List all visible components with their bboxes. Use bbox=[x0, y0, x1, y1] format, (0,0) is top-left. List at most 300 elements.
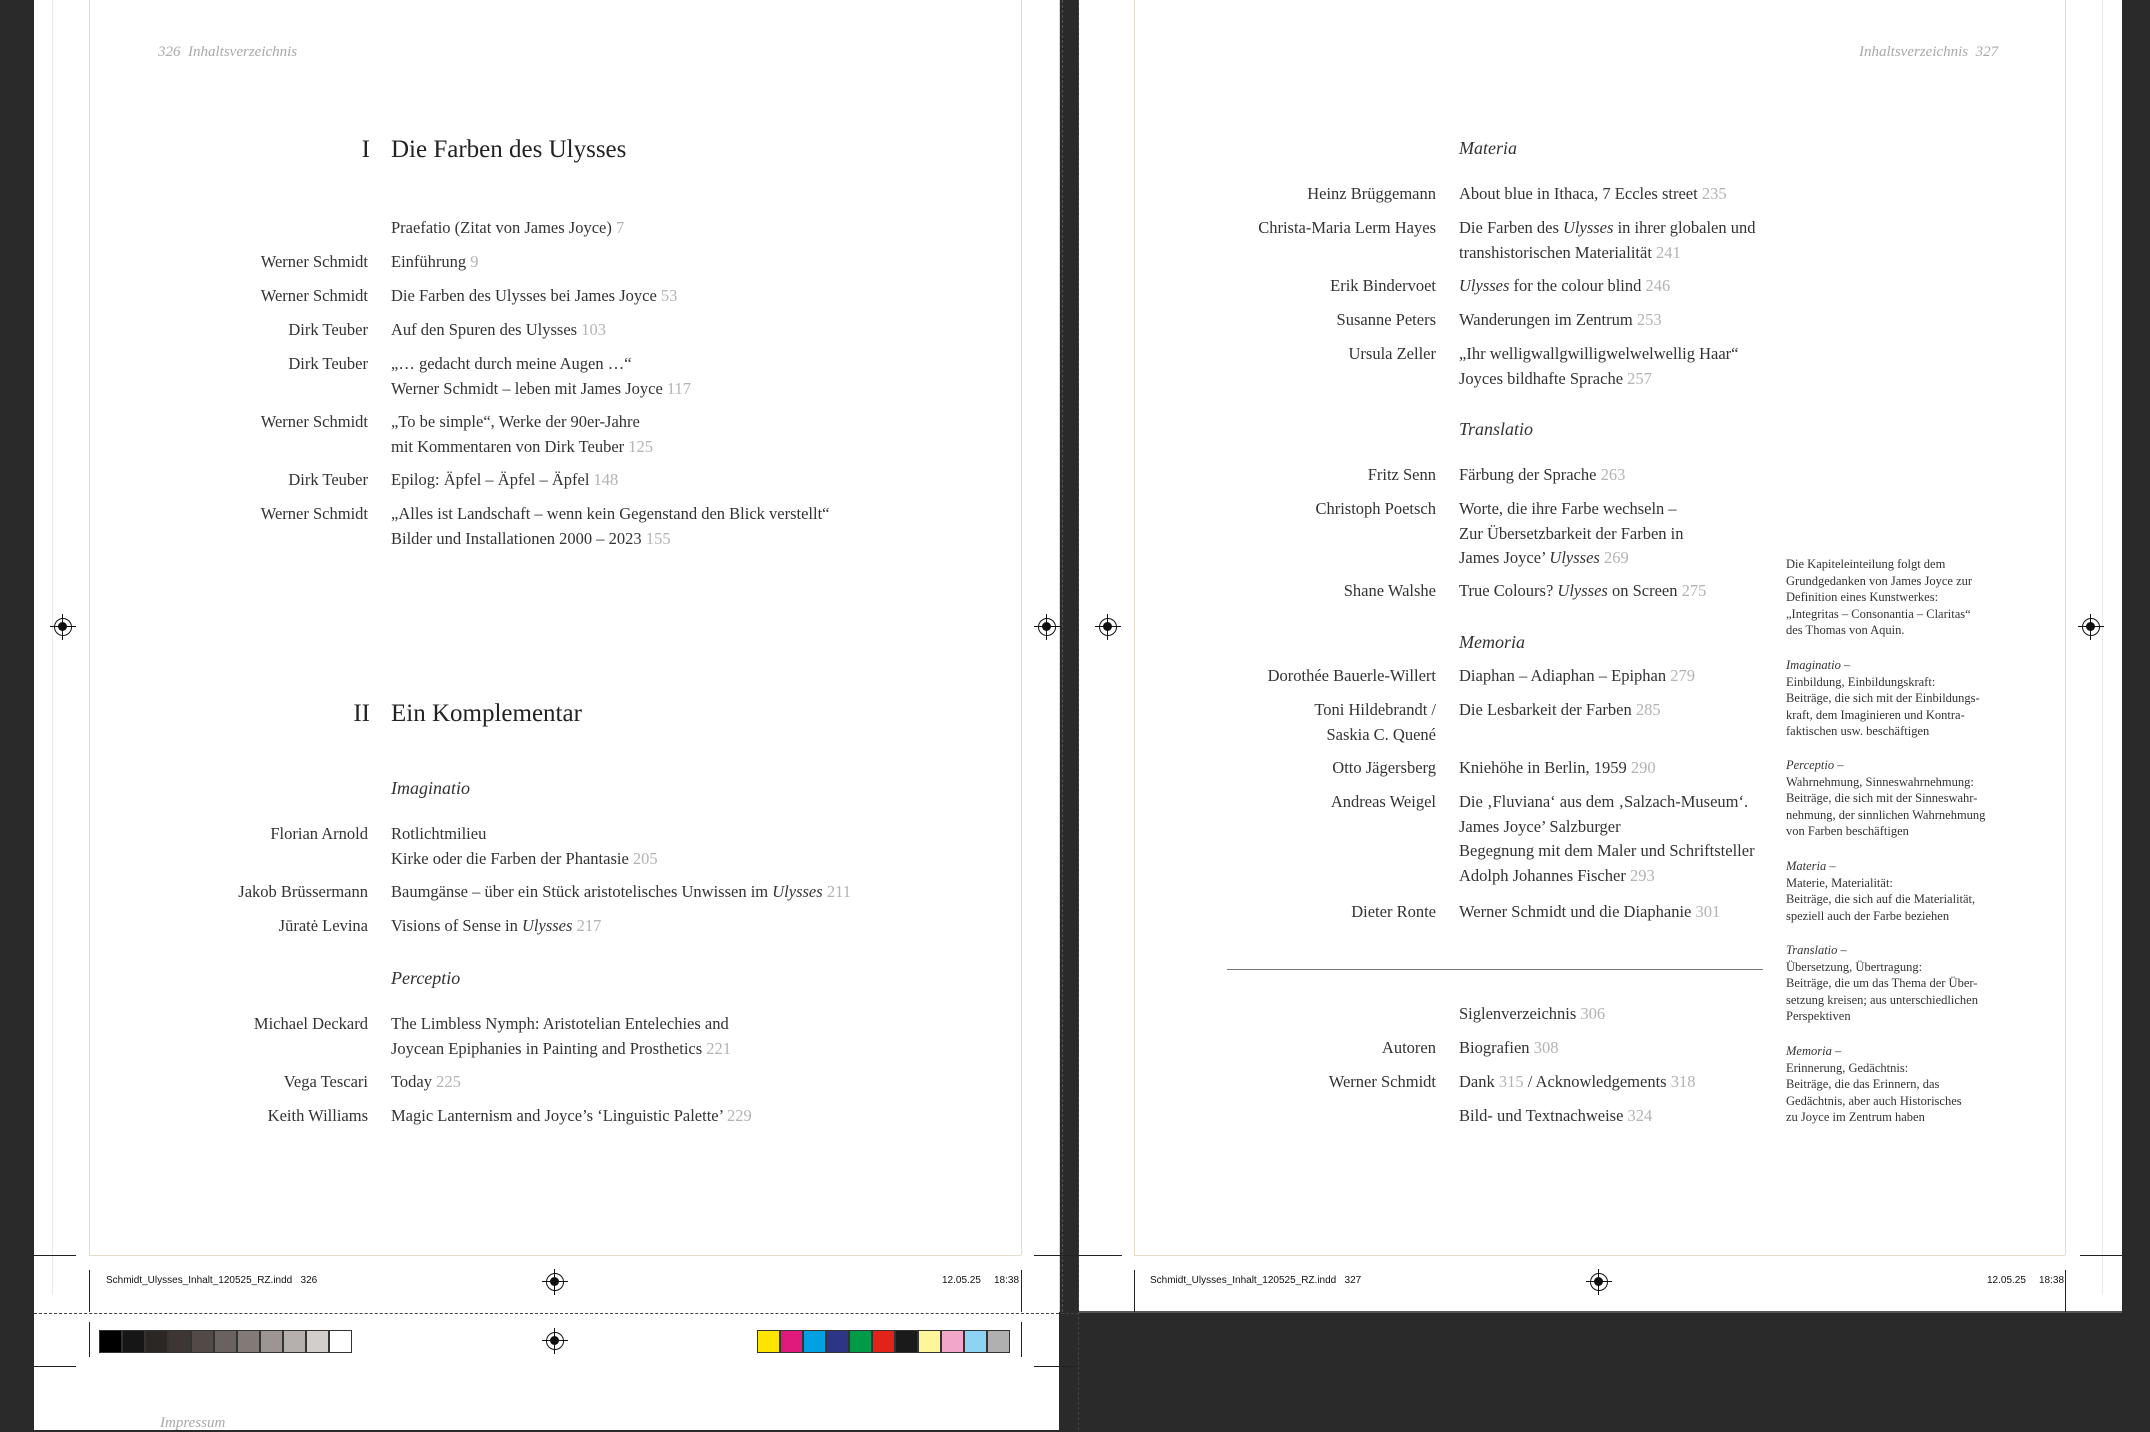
color-swatch bbox=[964, 1330, 987, 1353]
page-ref: 315 bbox=[1498, 1072, 1524, 1091]
sidenote bbox=[1786, 657, 2016, 740]
crop-mark bbox=[1134, 1270, 1135, 1312]
title-text: Praefatio (Zitat von James Joyce) bbox=[391, 218, 612, 237]
author-name: Florian Arnold bbox=[270, 824, 368, 843]
part-title: Die Farben des Ulysses bbox=[391, 136, 627, 163]
toc-title-line bbox=[1459, 497, 1684, 522]
right-margin-guide bbox=[1134, 0, 1135, 1255]
toc-title bbox=[391, 822, 658, 871]
title-text: True Colours? bbox=[1459, 581, 1558, 600]
page-ref: 117 bbox=[666, 378, 692, 398]
sidenote-line: Beiträge, die das Erinnern, das bbox=[1786, 1077, 1940, 1091]
author-name: Christoph Poetsch bbox=[1315, 499, 1436, 518]
appendix-divider bbox=[1227, 969, 1763, 970]
page-ref: 290 bbox=[1630, 758, 1656, 777]
toc-title-line bbox=[391, 352, 691, 377]
toc-author bbox=[160, 914, 368, 939]
spine-dashed-line bbox=[1078, 0, 1079, 1430]
toc-title bbox=[391, 880, 851, 905]
page-ref: 235 bbox=[1701, 184, 1727, 203]
author-name: Christa-Maria Lerm Hayes bbox=[1258, 218, 1436, 237]
right-page-bottom-border bbox=[1079, 1311, 2122, 1313]
page-ref: 205 bbox=[632, 848, 658, 868]
page-ref: 263 bbox=[1600, 465, 1626, 484]
toc-title-line bbox=[391, 284, 677, 309]
group-label: Translatio bbox=[1459, 419, 1534, 439]
toc-author bbox=[1190, 1036, 1436, 1061]
title-text: „Alles ist Landschaft – wenn kein Gegenstand den Blick verstellt“ bbox=[391, 504, 830, 523]
toc-title bbox=[1459, 1036, 1558, 1061]
sidenote-line: Beiträge, die sich auf die Materialität, bbox=[1786, 892, 1976, 906]
sidenote-line: Gedächtnis, aber auch Historisches bbox=[1786, 1093, 1962, 1108]
sidenote bbox=[1786, 942, 2016, 1025]
author-name: Werner Schmidt bbox=[260, 286, 368, 305]
toc-title bbox=[1459, 1104, 1652, 1129]
sidenote-line: Erinnerung, Gedächtnis: bbox=[1786, 1060, 1909, 1075]
sidenote-line: Materie, Materialität: bbox=[1786, 875, 1893, 890]
title-text: on Screen bbox=[1607, 581, 1678, 600]
page-ref: 9 bbox=[470, 252, 479, 271]
page-ref: 293 bbox=[1629, 865, 1655, 885]
color-swatch bbox=[895, 1330, 918, 1353]
grey-swatch bbox=[168, 1330, 191, 1353]
toc-title-line bbox=[391, 410, 653, 435]
group-label: Imaginatio bbox=[391, 778, 470, 798]
toc-title bbox=[391, 410, 653, 459]
running-header-section: Inhaltsverzeichnis bbox=[188, 44, 298, 60]
author-name: Autoren bbox=[1381, 1038, 1436, 1057]
toc-title bbox=[391, 1012, 731, 1061]
registration-mark-icon bbox=[546, 1332, 564, 1350]
grey-swatch bbox=[145, 1330, 168, 1353]
author-name: Ursula Zeller bbox=[1348, 344, 1436, 363]
title-text: for the colour blind bbox=[1509, 276, 1642, 295]
group-label: Memoria bbox=[1459, 632, 1525, 652]
sidenote-line: Übersetzung, Übertragung: bbox=[1786, 959, 1923, 974]
crop-mark bbox=[1034, 1255, 1122, 1256]
page-ref: 324 bbox=[1627, 1106, 1653, 1125]
toc-author bbox=[160, 410, 368, 435]
toc-author bbox=[160, 502, 368, 527]
title-text: Joyces bildhafte Sprache bbox=[1459, 368, 1624, 388]
grey-swatch bbox=[237, 1330, 260, 1353]
color-swatch bbox=[757, 1330, 780, 1353]
sidenote-line: Definition eines Kunstwerkes: bbox=[1786, 590, 1939, 604]
sidenote-heading: Perceptio – bbox=[1786, 758, 1844, 772]
author-line bbox=[1190, 182, 1436, 207]
crop-mark bbox=[2065, 1270, 2066, 1312]
toc-author bbox=[1190, 463, 1436, 488]
title-text: „Ihr welligwallgwilligwelwelwellig Haar“ bbox=[1459, 344, 1739, 363]
sidenote-line: von Farben beschäftigen bbox=[1786, 824, 1909, 838]
toc-author bbox=[1190, 308, 1436, 333]
sidenote-line: kraft, dem Imaginieren und Kontra- bbox=[1786, 707, 1965, 722]
toc-title-line bbox=[1459, 579, 1706, 604]
left-margin-guide-right bbox=[1021, 0, 1022, 1255]
page-ref: 217 bbox=[576, 916, 602, 935]
page-number: 326 bbox=[158, 44, 181, 60]
toc-title-line bbox=[1459, 274, 1670, 299]
toc-title-line bbox=[391, 1104, 752, 1129]
grey-swatch bbox=[260, 1330, 283, 1353]
registration-mark-icon bbox=[2082, 618, 2100, 636]
author-name: Andreas Weigel bbox=[1330, 792, 1436, 811]
toc-title-line bbox=[391, 216, 624, 241]
running-header-section: Inhaltsverzeichnis bbox=[1859, 44, 1969, 60]
toc-title-line bbox=[1459, 522, 1684, 547]
author-line bbox=[1190, 497, 1436, 522]
title-text: The Limbless Nymph: Aristotelian Entelechies and bbox=[391, 1014, 729, 1033]
title-text: Adolph Johannes Fischer bbox=[1459, 865, 1626, 885]
title-text: Kniehöhe in Berlin, 1959 bbox=[1459, 758, 1627, 777]
page-ref: 148 bbox=[593, 470, 619, 489]
author-name: Fritz Senn bbox=[1367, 465, 1436, 484]
toc-title bbox=[1459, 1002, 1605, 1027]
title-text: Werner Schmidt – leben mit James Joyce bbox=[391, 378, 663, 398]
left-bottom-guide bbox=[89, 1255, 1021, 1256]
sidenote-line: Perspektiven bbox=[1786, 1009, 1851, 1023]
author-line bbox=[1190, 664, 1436, 689]
toc-title bbox=[1459, 756, 1656, 781]
part-numeral: II bbox=[353, 700, 370, 727]
title-text: Magic Lanternism and Joyce’s ‘Linguistic Palette’ bbox=[391, 1106, 723, 1125]
author-name: Dorothée Bauerle-Willert bbox=[1267, 666, 1436, 685]
right-bottom-guide bbox=[1134, 1255, 2065, 1256]
toc-title-line bbox=[1459, 342, 1739, 367]
grey-swatch bbox=[306, 1330, 329, 1353]
author-name: Werner Schmidt bbox=[260, 504, 368, 523]
toc-title-line bbox=[1459, 698, 1661, 723]
author-line bbox=[1190, 463, 1436, 488]
page-ref: 257 bbox=[1627, 368, 1652, 388]
right-margin-guide-right bbox=[2065, 0, 2066, 1255]
toc-title bbox=[1459, 579, 1706, 604]
toc-title bbox=[391, 216, 624, 241]
group-label: Materia bbox=[1459, 138, 1517, 158]
toc-title bbox=[1459, 664, 1695, 689]
toc-author bbox=[1190, 182, 1436, 207]
toc-title-line bbox=[391, 1037, 731, 1062]
grey-swatch bbox=[214, 1330, 237, 1353]
toc-title-line bbox=[1459, 241, 1755, 266]
title-italic: Ulysses bbox=[1549, 548, 1600, 567]
page-ref: 221 bbox=[706, 1038, 732, 1058]
author-line bbox=[1190, 216, 1436, 241]
toc-title-line bbox=[1459, 815, 1755, 840]
author-name: Werner Schmidt bbox=[260, 252, 368, 271]
toc-author bbox=[160, 352, 368, 377]
sidenote-heading: Translatio – bbox=[1786, 943, 1847, 957]
toc-title bbox=[391, 284, 677, 309]
toc-title bbox=[1459, 274, 1670, 299]
sidenote-line: des Thomas von Aquin. bbox=[1786, 623, 1905, 637]
group-label: Perceptio bbox=[391, 968, 461, 988]
grey-swatch bbox=[283, 1330, 306, 1353]
title-text: Färbung der Sprache bbox=[1459, 465, 1597, 484]
toc-author bbox=[1190, 790, 1436, 815]
title-text: Die ‚Fluviana‘ aus dem ‚Salzach-Museum‘. bbox=[1459, 792, 1749, 811]
toc-author bbox=[1190, 900, 1436, 925]
page-ref: 53 bbox=[660, 286, 678, 305]
sidenote-line: Wahrnehmung, Sinneswahrnehmung: bbox=[1786, 774, 1974, 789]
toc-title-line bbox=[391, 318, 606, 343]
title-text: James Joyce’ bbox=[1459, 548, 1550, 567]
slug-time: 18:38 bbox=[2039, 1275, 2065, 1286]
toc-title-line bbox=[1459, 367, 1739, 392]
toc-title-line bbox=[1459, 864, 1755, 889]
title-italic: Ulysses bbox=[1459, 276, 1510, 295]
author-line bbox=[1190, 308, 1436, 333]
author-name: Dirk Teuber bbox=[288, 470, 368, 489]
author-line bbox=[1190, 790, 1436, 815]
toc-author bbox=[160, 880, 368, 905]
sidenote-line: speziell auch der Farbe beziehen bbox=[1786, 908, 1950, 923]
page-ref: 285 bbox=[1635, 700, 1661, 719]
page-ref: 253 bbox=[1636, 310, 1662, 329]
grey-swatch bbox=[329, 1330, 352, 1353]
title-italic: Ulysses bbox=[1563, 218, 1614, 237]
toc-title-line bbox=[1459, 546, 1684, 571]
toc-title-line bbox=[1459, 216, 1755, 241]
title-text: / Acknowledgements bbox=[1527, 1072, 1667, 1091]
slug-filename: Schmidt_Ulysses_Inhalt_120525_RZ.indd 326 bbox=[106, 1275, 318, 1286]
author-name: Michael Deckard bbox=[253, 1014, 368, 1033]
title-text: Wanderungen im Zentrum bbox=[1459, 310, 1633, 329]
color-swatch bbox=[872, 1330, 895, 1353]
title-text: Auf den Spuren des Ulysses bbox=[391, 320, 578, 339]
toc-title bbox=[1459, 463, 1625, 488]
toc-author bbox=[160, 822, 368, 847]
toc-title bbox=[391, 318, 606, 343]
toc-title bbox=[1459, 342, 1739, 391]
slug-date: 12.05.25 bbox=[942, 1275, 981, 1286]
title-text: Biografien bbox=[1459, 1038, 1530, 1057]
title-text: transhistorischen Materialität bbox=[1459, 242, 1652, 262]
toc-author bbox=[160, 1104, 368, 1129]
title-text: „To be simple“, Werke der 90er-Jahre bbox=[391, 412, 640, 431]
author-name: Werner Schmidt bbox=[260, 412, 368, 431]
title-text: Dank bbox=[1459, 1072, 1495, 1091]
toc-title bbox=[1459, 308, 1662, 333]
grey-swatch bbox=[191, 1330, 214, 1353]
toc-title bbox=[1459, 1070, 1695, 1095]
title-text: Baumgänse – über ein Stück aristotelisches Unwissen im bbox=[391, 882, 769, 901]
right-running-header bbox=[1859, 44, 1998, 61]
toc-title bbox=[1459, 497, 1684, 571]
toc-title bbox=[391, 250, 479, 275]
author-name: Jakob Brüssermann bbox=[238, 882, 368, 901]
author-name: Vega Tescari bbox=[283, 1072, 368, 1091]
sidenote-line: zu Joyce im Zentrum haben bbox=[1786, 1110, 1925, 1124]
title-text: Die Farben des bbox=[1459, 218, 1564, 237]
page-ref: 155 bbox=[645, 528, 671, 548]
left-bleed-guide bbox=[52, 0, 53, 1295]
author-line bbox=[1190, 579, 1436, 604]
title-text: Bilder und Installationen 2000 – 2023 bbox=[391, 528, 642, 548]
author-name: Heinz Brüggemann bbox=[1307, 184, 1436, 203]
page-ref: 103 bbox=[581, 320, 606, 339]
spine-guide-left bbox=[1059, 0, 1060, 1312]
author-name: Dieter Ronte bbox=[1351, 902, 1436, 921]
toc-title-line bbox=[391, 914, 601, 939]
color-swatch bbox=[849, 1330, 872, 1353]
author-name: Toni Hildebrandt / bbox=[1314, 700, 1436, 719]
toc-title-line bbox=[391, 527, 830, 552]
toc-title bbox=[1459, 182, 1727, 207]
sidenote-line: nehmung, der sinnlichen Wahrnehmung bbox=[1786, 807, 1986, 822]
page-ref: 211 bbox=[826, 882, 851, 901]
author-line bbox=[1190, 756, 1436, 781]
toc-title bbox=[391, 468, 618, 493]
title-text: Epilog: Äpfel – Äpfel – Äpfel bbox=[391, 470, 590, 489]
title-text: Siglenverzeichnis bbox=[1459, 1004, 1577, 1023]
author-name: Werner Schmidt bbox=[1328, 1072, 1436, 1091]
toc-title bbox=[391, 352, 691, 401]
author-name: Otto Jägersberg bbox=[1332, 758, 1436, 777]
title-text: Today bbox=[391, 1072, 433, 1091]
crop-mark bbox=[89, 1322, 90, 1357]
title-text: Werner Schmidt und die Diaphanie bbox=[1459, 902, 1692, 921]
crop-mark bbox=[1021, 1270, 1022, 1312]
toc-author bbox=[1190, 664, 1436, 689]
crop-mark bbox=[1034, 1366, 1078, 1367]
spine-dashed-line-2 bbox=[1062, 0, 1063, 1312]
sidenote-heading: Memoria – bbox=[1786, 1044, 1842, 1058]
author-line bbox=[1190, 698, 1436, 723]
toc-title bbox=[391, 502, 830, 551]
sidenote-line: „Integritas – Consonantia – Claritas“ bbox=[1786, 606, 1971, 621]
sidenote-line: Grundgedanken von James Joyce zur bbox=[1786, 573, 1973, 588]
slug-time: 18:38 bbox=[994, 1275, 1020, 1286]
page-ref: 229 bbox=[727, 1106, 752, 1125]
toc-title-line bbox=[391, 847, 658, 872]
toc-title-line bbox=[391, 1070, 461, 1095]
right-bleed-guide bbox=[2102, 0, 2103, 1295]
left-running-header bbox=[158, 44, 297, 61]
toc-title-line bbox=[1459, 839, 1755, 864]
sidenote-heading: Materia – bbox=[1786, 859, 1836, 873]
color-swatch bbox=[803, 1330, 826, 1353]
title-text: Worte, die ihre Farbe wechseln – bbox=[1459, 499, 1677, 518]
author-line bbox=[1190, 723, 1436, 748]
toc-author bbox=[1190, 342, 1436, 367]
title-text: Visions of Sense in bbox=[391, 916, 518, 935]
author-name: Erik Bindervoet bbox=[1330, 276, 1436, 295]
title-text: in ihrer globalen und bbox=[1613, 218, 1756, 237]
toc-title bbox=[391, 914, 601, 939]
author-name: Keith Williams bbox=[267, 1106, 368, 1125]
sidenote-line: setzung kreisen; aus unterschiedlichen bbox=[1786, 992, 1978, 1007]
author-name: Dirk Teuber bbox=[288, 354, 368, 373]
registration-mark-icon bbox=[54, 618, 72, 636]
title-italic: Ulysses bbox=[522, 916, 573, 935]
crop-mark bbox=[89, 1270, 90, 1312]
color-swatch bbox=[780, 1330, 803, 1353]
color-swatch bbox=[918, 1330, 941, 1353]
title-text: Die Lesbarkeit der Farben bbox=[1459, 700, 1632, 719]
toc-title-line bbox=[391, 468, 618, 493]
toc-author bbox=[1190, 216, 1436, 241]
toc-title bbox=[391, 1070, 461, 1095]
page-ref: 225 bbox=[436, 1072, 461, 1091]
toc-title-line bbox=[391, 377, 691, 402]
sidenote-line: Beiträge, die sich mit der Sinneswahr- bbox=[1786, 791, 1978, 805]
grey-swatch bbox=[122, 1330, 145, 1353]
author-name: Jūratė Levina bbox=[278, 916, 368, 935]
registration-mark-icon bbox=[1038, 618, 1056, 636]
toc-author bbox=[1190, 756, 1436, 781]
author-name: Saskia C. Quené bbox=[1326, 724, 1436, 744]
sidenote bbox=[1786, 858, 2016, 924]
toc-author bbox=[1190, 497, 1436, 522]
toc-author bbox=[160, 468, 368, 493]
toc-title bbox=[1459, 216, 1755, 265]
page-ref: 125 bbox=[628, 436, 654, 456]
title-text: Begegnung mit dem Maler und Schriftsteller bbox=[1459, 841, 1755, 860]
toc-author bbox=[1190, 274, 1436, 299]
toc-author bbox=[160, 1012, 368, 1037]
toc-title bbox=[1459, 698, 1661, 723]
left-margin-guide bbox=[89, 0, 90, 1255]
page-ref: 246 bbox=[1645, 276, 1671, 295]
author-line bbox=[1190, 274, 1436, 299]
next-page-running-header: Impressum bbox=[160, 1415, 226, 1431]
page-ref: 306 bbox=[1580, 1004, 1606, 1023]
title-text: Joycean Epiphanies in Painting and Prosthetics bbox=[391, 1038, 703, 1058]
color-swatch bbox=[941, 1330, 964, 1353]
grey-swatch bbox=[99, 1330, 122, 1353]
sidenote-line: Einbildung, Einbildungskraft: bbox=[1786, 674, 1936, 689]
toc-title bbox=[1459, 900, 1720, 925]
title-italic: Ulysses bbox=[772, 882, 823, 901]
page-ref: 301 bbox=[1695, 902, 1721, 921]
sidenote-line: faktischen usw. beschäftigen bbox=[1786, 724, 1930, 738]
sidenote bbox=[1786, 1043, 2016, 1126]
crop-mark bbox=[1021, 1322, 1022, 1357]
author-line bbox=[1190, 342, 1436, 367]
page-ref: 318 bbox=[1670, 1072, 1696, 1091]
author-name: Dirk Teuber bbox=[288, 320, 368, 339]
color-swatch bbox=[826, 1330, 849, 1353]
title-text: Die Farben des Ulysses bei James Joyce bbox=[391, 286, 657, 305]
title-text: Bild- und Textnachweise bbox=[1459, 1106, 1624, 1125]
toc-title-line bbox=[1459, 463, 1625, 488]
crop-mark bbox=[34, 1366, 76, 1367]
sidenote-line: Die Kapiteleinteilung folgt dem bbox=[1786, 557, 1946, 571]
title-text: About blue in Ithaca, 7 Eccles street bbox=[1459, 184, 1698, 203]
registration-mark-icon bbox=[1099, 618, 1117, 636]
part-numeral: I bbox=[361, 136, 370, 163]
toc-title-line bbox=[391, 1012, 731, 1037]
toc-author bbox=[160, 1070, 368, 1095]
toc-title-line bbox=[391, 250, 479, 275]
crop-mark bbox=[2080, 1255, 2122, 1256]
toc-title bbox=[1459, 790, 1755, 888]
page-ref: 275 bbox=[1681, 581, 1707, 600]
toc-title bbox=[391, 1104, 752, 1129]
sidenote-line: Beiträge, die um das Thema der Über- bbox=[1786, 976, 1978, 990]
page-ref: 7 bbox=[615, 218, 625, 237]
toc-title-line bbox=[1459, 308, 1662, 333]
title-text: Diaphan – Adiaphan – Epiphan bbox=[1459, 666, 1667, 685]
toc-author bbox=[1190, 1070, 1436, 1095]
toc-title-line bbox=[391, 502, 830, 527]
toc-title-line bbox=[1459, 664, 1695, 689]
part-title: Ein Komplementar bbox=[391, 700, 582, 727]
author-line bbox=[1190, 900, 1436, 925]
crop-mark bbox=[34, 1255, 76, 1256]
sidenote bbox=[1786, 757, 2016, 840]
